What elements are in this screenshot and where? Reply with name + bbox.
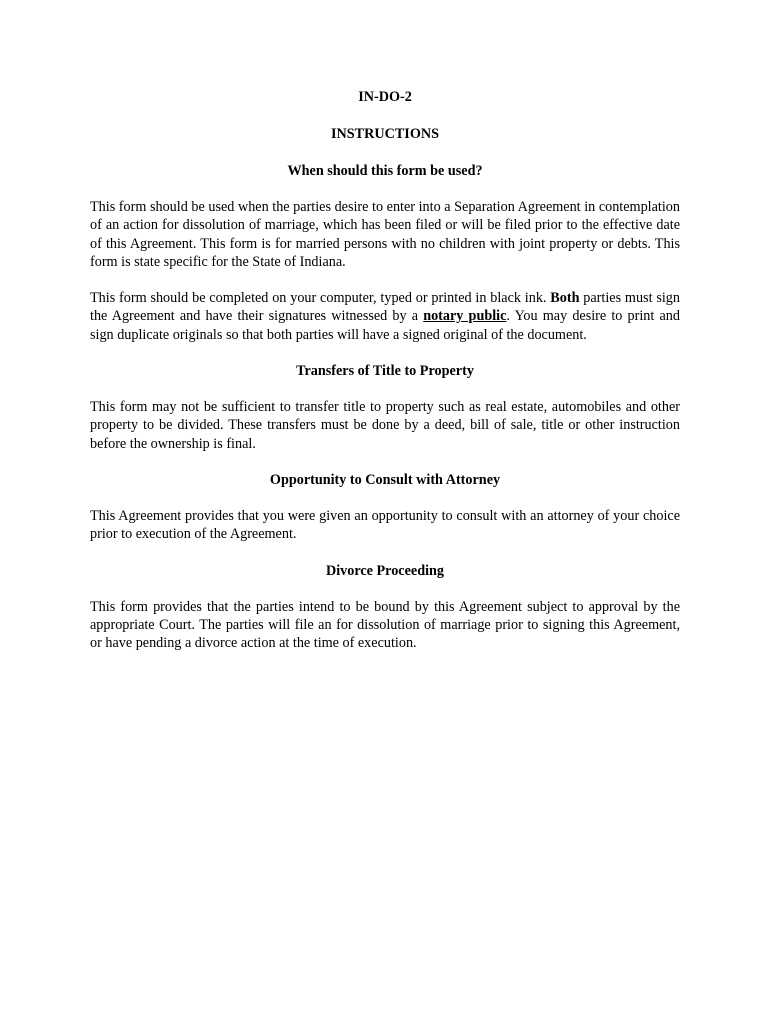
paragraph-divorce: This form provides that the parties intend to be bound by this Agreement subject to approval by the appropriate Court. The parties will file an for dissolution of marriage prior to signing this Agreement, or have pending a divorce action at the time of execution. — [90, 598, 680, 652]
form-code: IN-DO-2 — [358, 89, 412, 105]
completion-bold-both: Both — [550, 290, 580, 307]
completion-text-3: . You may desire to print and sign duplicate originals so that both parties will have a signed original of the document. — [90, 308, 680, 343]
notary-public-term: notary public — [423, 308, 507, 325]
page-title: INSTRUCTIONS — [330, 126, 439, 142]
paragraph-when-used: This form should be used when the parties desire to enter into a Separation Agreement in contemplation of an action for dissolution of marriage, which has been filed or will be filed prior to the effective date of this Agreement. This form is for married persons with no children with joint property or debts. This form is state specific for the State of Indiana. — [90, 199, 680, 270]
section-heading-attorney: Opportunity to Consult with Attorney — [269, 471, 501, 488]
paragraph-transfers: This form may not be sufficient to transfer title to property such as real estate, automobiles and other property to be divided. These transfers must be done by a deed, bill of sale, title or other instruction before the ownership is final. — [90, 399, 680, 452]
completion-text-2: parties must sign the Agreement and have their signatures witnessed by a — [90, 290, 680, 325]
paragraph-attorney: This Agreement provides that you were given an opportunity to consult with an attorney of your choice prior to execution of the Agreement. — [90, 507, 680, 543]
section-heading-when-used: When should this form be used? — [287, 163, 483, 179]
paragraph-completion — [90, 289, 680, 344]
section-heading-transfers: Transfers of Title to Property — [296, 363, 474, 380]
section-heading-divorce: Divorce Proceeding — [325, 562, 445, 579]
document-page — [90, 88, 680, 652]
completion-text-1: This form should be completed on your computer, typed or printed in black ink. — [90, 290, 551, 307]
